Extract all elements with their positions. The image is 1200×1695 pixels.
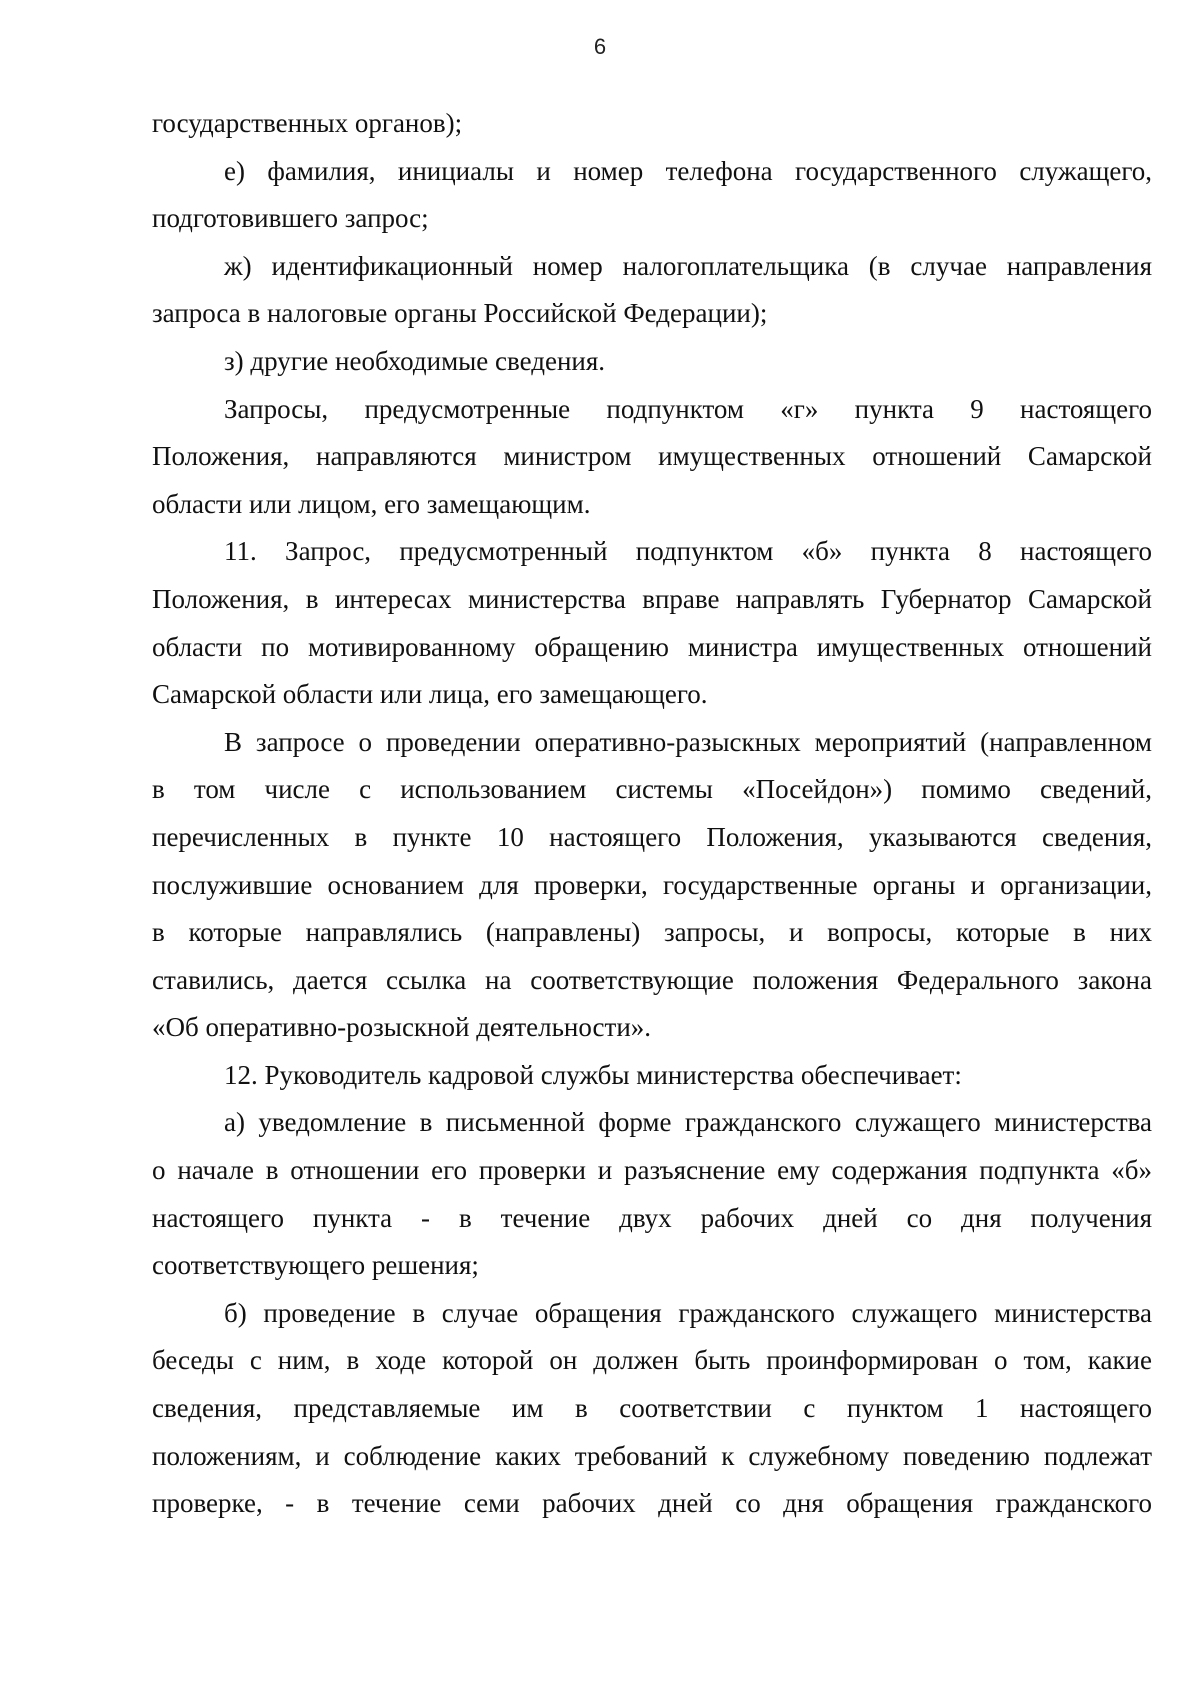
text-line: а) уведомление в письменной форме гражданского служащего министерства — [224, 1107, 1152, 1138]
text-line: положениям, и соблюдение каких требований к служебному поведению подлежат — [152, 1440, 1152, 1471]
text-line: Самарской области или лица, его замещающего. — [152, 679, 708, 710]
text-line: е) фамилия, инициалы и номер телефона государственного служащего, — [224, 155, 1152, 186]
text-line: подготовившего запрос; — [152, 203, 429, 234]
text-line: В запросе о проведении оперативно-разыскных мероприятий (направленном — [224, 726, 1152, 757]
text-line: области по мотивированному обращению министра имущественных отношений — [152, 631, 1152, 662]
document-body — [152, 100, 1152, 1528]
text-line: Положения, направляются министром имущественных отношений Самарской — [152, 441, 1152, 472]
text-line: в том числе с использованием системы «Посейдон») помимо сведений, — [152, 774, 1152, 805]
text-line: сведения, представляемые им в соответствии с пунктом 1 настоящего — [152, 1393, 1152, 1424]
text-line: Запросы, предусмотренные подпунктом «г» пункта 9 настоящего — [224, 393, 1152, 424]
text-line: 11. Запрос, предусмотренный подпунктом «б» пункта 8 настоящего — [224, 536, 1152, 567]
text-line: ж) идентификационный номер налогоплательщика (в случае направления — [224, 250, 1152, 281]
text-line: соответствующего решения; — [152, 1250, 479, 1281]
text-line: государственных органов); — [152, 108, 463, 138]
text-line: з) другие необходимые сведения. — [224, 345, 606, 376]
text-line: послужившие основанием для проверки, государственные органы и организации, — [152, 869, 1152, 900]
text-line: проверке, - в течение семи рабочих дней со дня обращения гражданского — [152, 1488, 1152, 1519]
text-line: ставились, дается ссылка на соответствующие положения Федерального закона — [152, 964, 1152, 995]
text-line: б) проведение в случае обращения гражданского служащего министерства — [224, 1297, 1152, 1328]
text-line: Положения, в интересах министерства вправе направлять Губернатор Самарской — [152, 583, 1152, 614]
text-line: «Об оперативно-розыскной деятельности». — [152, 1012, 652, 1043]
text-line: 12. Руководитель кадровой службы министерства обеспечивает: — [224, 1059, 962, 1090]
text-line: настоящего пункта - в течение двух рабочих дней со дня получения — [152, 1202, 1152, 1233]
text-line: области или лицом, его замещающим. — [152, 488, 591, 519]
text-line: беседы с ним, в ходе которой он должен быть проинформирован о том, какие — [152, 1345, 1152, 1376]
text-line: в которые направлялись (направлены) запросы, и вопросы, которые в них — [152, 917, 1152, 948]
text-line: перечисленных в пункте 10 настоящего Положения, указываются сведения, — [152, 821, 1152, 852]
text-line: о начале в отношении его проверки и разъяснение ему содержания подпункта «б» — [152, 1155, 1152, 1186]
text-line: запроса в налоговые органы Российской Федерации); — [152, 298, 768, 329]
page-number: 6 — [593, 34, 607, 59]
